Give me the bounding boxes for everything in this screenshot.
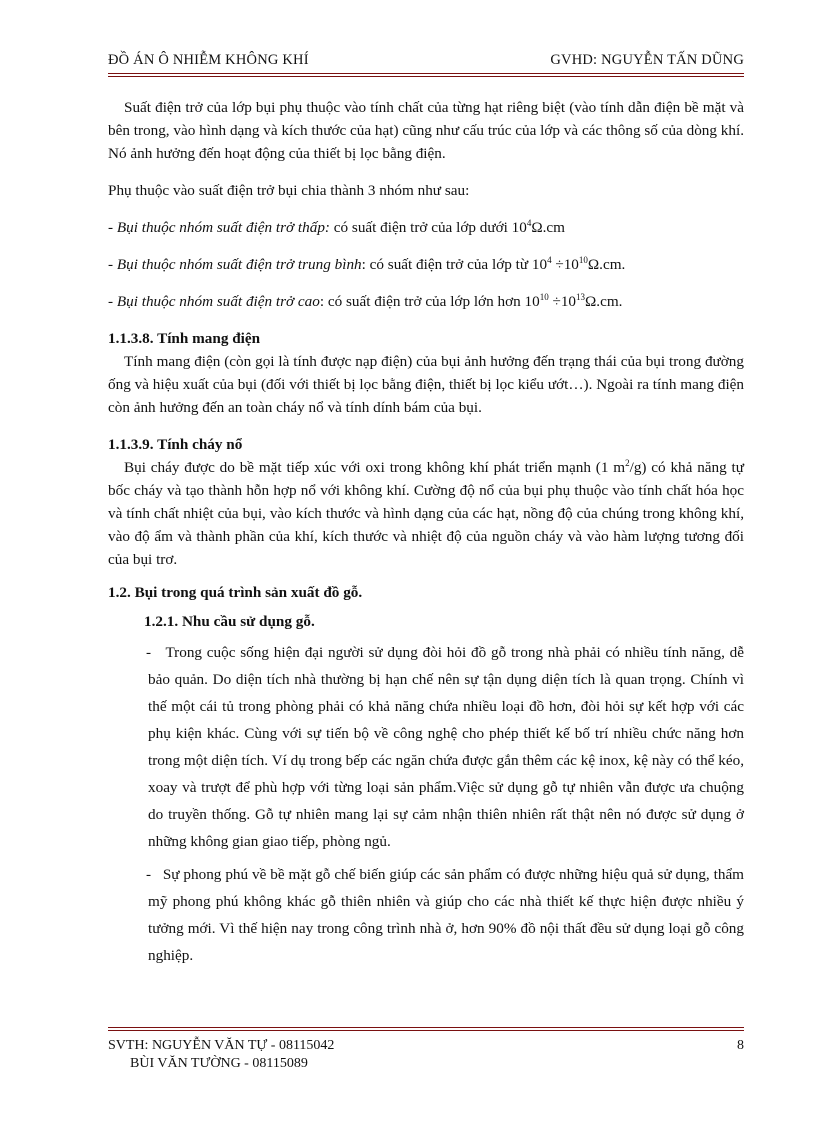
section-body-charge: Tính mang điện (còn gọi là tính được nạp điện) của bụi ảnh hưởng đến trạng thái của bụi trong đường ống và hiệu xuất của bụi (đối với thiết bị lọc bằng điện, thiết bị lọc kiểu ướt…). Ngoài ra tính mang điện còn ảnh hưởng đến an toàn cháy nổ và tính dính bám của bụi. bbox=[108, 353, 744, 416]
group-name: Bụi thuộc nhóm suất điện trở thấp: bbox=[116, 219, 330, 236]
group-item-high: - Bụi thuộc nhóm suất điện trở cao: có suất điện trở của lớp lớn hơn $10^{10} \div 10^{13}\Omega.cm$. bbox=[108, 291, 623, 310]
footer-student-2: BÙI VĂN TƯỜNG - 08115089 bbox=[130, 1056, 308, 1071]
page-body bbox=[108, 96, 744, 969]
page-header bbox=[108, 52, 744, 69]
groups-intro: Phụ thuộc vào suất điện trở bụi chia thành 3 nhóm như sau: bbox=[108, 182, 470, 199]
page-footer bbox=[108, 1037, 744, 1073]
header-rule bbox=[108, 73, 744, 74]
group-name: Bụi thuộc nhóm suất điện trở cao bbox=[116, 293, 320, 310]
section-heading-wood: 1.2. Bụi trong quá trình sản xuất đồ gỗ. bbox=[108, 584, 363, 601]
list-item: - Trong cuộc sống hiện đại người sử dụng đòi hỏi đồ gỗ trong nhà phải có nhiều tính năng, dễ bảo quản. Do diện tích nhà thường bị hạn chế nên sự tận dụng diện tích là quan trọng. Chính vì thế một cái tủ trong phòng phải có khả năng chứa nhiều loại đồ hơn, đòi hỏi sự kết hợp với các phụ kiện khác. Cùng với sự tiến bộ về công nghệ cho phép thiết kế bố trí nhiều chức năng hơn trong một diện tích. Ví dụ trong bếp các ngăn chứa được gắn thêm các kệ inox, kệ này có thể kéo, xoay và trượt để phù hợp với từng loại sản phẩm.Việc sử dụng gỗ tự nhiên vẫn được ưa chuộng do truyền thống. Gỗ tự nhiên mang lại sự cảm nhận thiên nhiên rất thật nên nó được sử dụng ở những không gian giao tiếp, phòng ngủ. bbox=[146, 644, 744, 850]
section-heading-explosive: 1.1.3.9. Tính cháy nổ bbox=[108, 436, 243, 453]
section-heading-charge: 1.1.3.8. Tính mang điện bbox=[108, 330, 261, 347]
page-number: 8 bbox=[737, 1038, 744, 1053]
footer-rule bbox=[108, 1027, 744, 1028]
group-name: Bụi thuộc nhóm suất điện trở trung bình bbox=[116, 256, 362, 273]
group-item-low: - Bụi thuộc nhóm suất điện trở thấp: có suất điện trở của lớp dưới $10^4\Omega.cm$ bbox=[108, 217, 565, 236]
intro-paragraph: Suất điện trở của lớp bụi phụ thuộc vào tính chất của từng hạt riêng biệt (vào tính dẫn điện bề mặt và bên trong, vào hình dạng và kích thước của hạt) cũng như cấu trúc của lớp và các thông số của dòng khí. Nó ảnh hưởng đến hoạt động của thiết bị lọc bằng điện. bbox=[108, 99, 744, 162]
footer-student-1: SVTH: NGUYỄN VĂN TỰ - 08115042 bbox=[108, 1038, 335, 1053]
subsection-heading-wood-demand: 1.2.1. Nhu cầu sử dụng gỗ. bbox=[144, 613, 315, 630]
list-item: - Sự phong phú về bề mặt gỗ chế biến giúp các sản phẩm có được những hiệu quả sử dụng, thẩm mỹ phong phú không khác gỗ thiên nhiên và giúp cho các nhà thiết kế thực hiện được nhiều ý tưởng mới. Vì thế hiện nay trong công trình nhà ở, hơn 90% đồ nội thất đều sử dụng loại gỗ công nghiệp. bbox=[146, 866, 745, 964]
header-rule-double bbox=[108, 76, 744, 77]
group-item-medium: - Bụi thuộc nhóm suất điện trở trung bình: có suất điện trở của lớp từ $10^4 \div 10^{10}\Omega.cm$. bbox=[108, 254, 626, 273]
header-title: ĐỒ ÁN Ô NHIỄM KHÔNG KHÍ bbox=[108, 52, 309, 68]
section-body-explosive: Bụi cháy được do bề mặt tiếp xúc với oxi trong không khí phát triển mạnh (1 $m^2/g$) có khả năng tự bốc cháy và tạo thành hỗn hợp nổ với không khí. Cường độ nổ của bụi phụ thuộc vào tính chất hóa học và tính chất nhiệt của bụi, vào kích thước và hình dạng của các hạt, nồng độ của chúng trong không khí, vào độ ẩm và thành phần của khí, kích thước và nhiệt độ của nguồn cháy và vào hàm lượng tương đối của bụi trơ. bbox=[108, 457, 744, 568]
header-advisor: GVHD: NGUYỄN TẤN DŨNG bbox=[550, 52, 744, 68]
footer-rule-double bbox=[108, 1030, 744, 1031]
